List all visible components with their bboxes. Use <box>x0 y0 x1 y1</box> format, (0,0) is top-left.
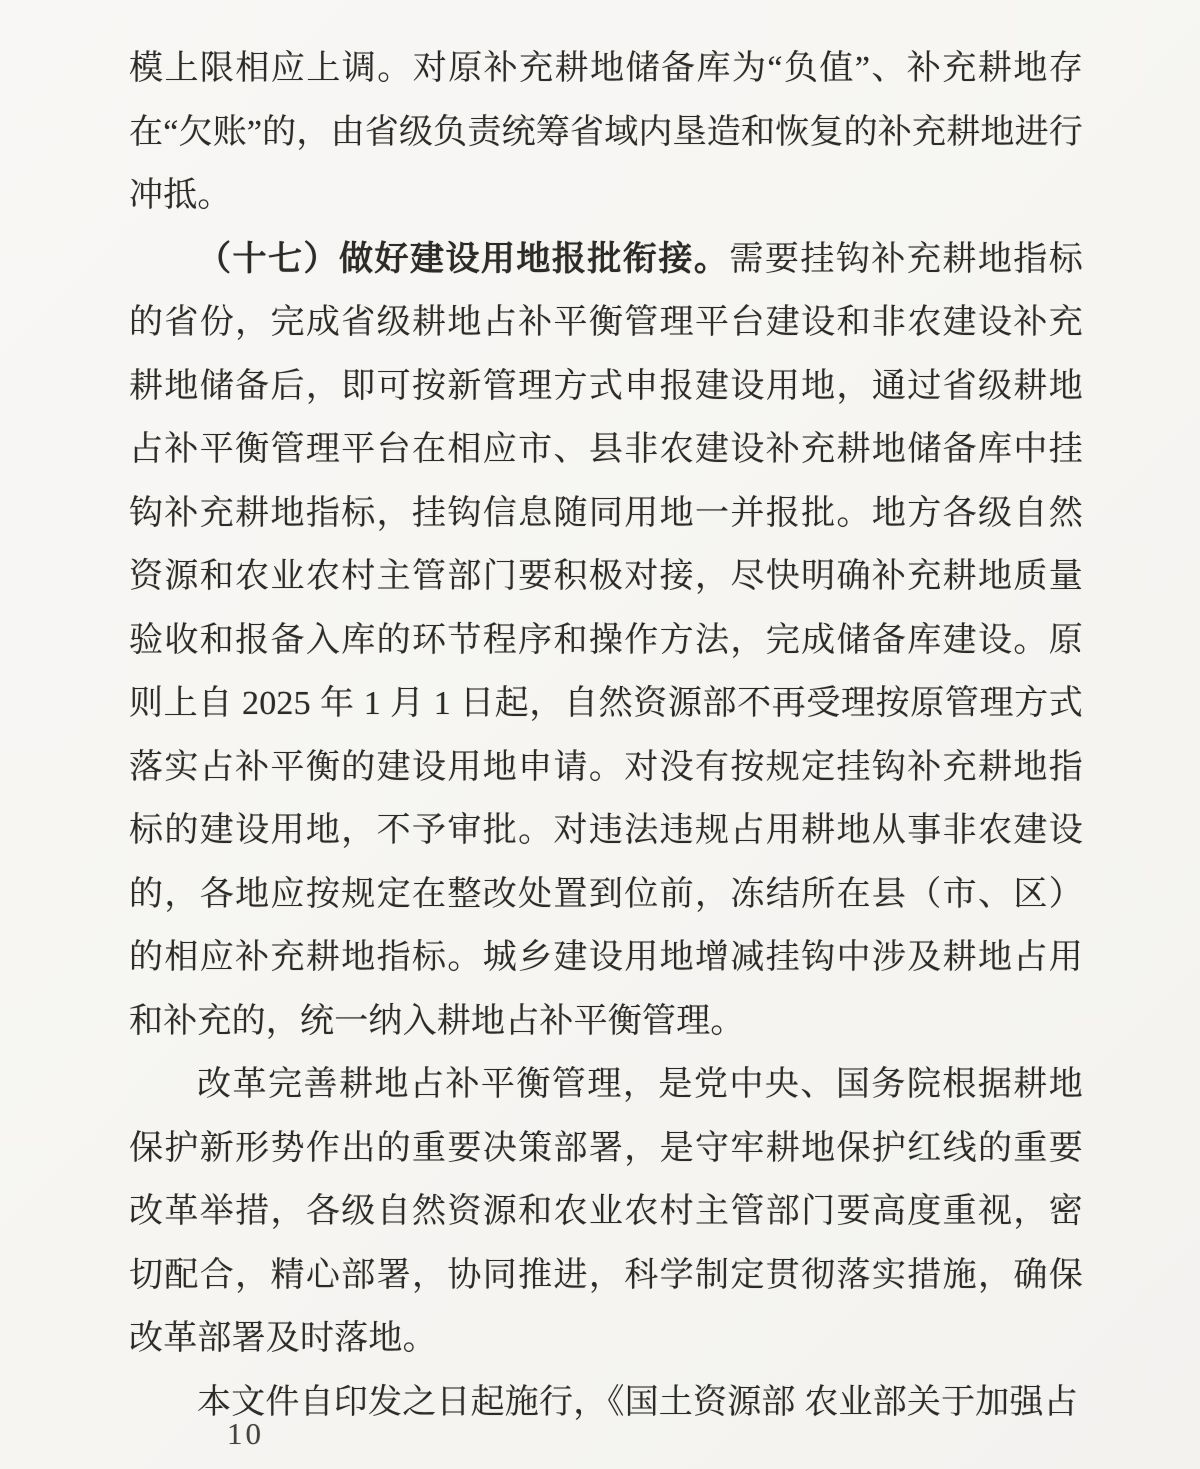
paragraph-3 <box>129 1053 1083 1371</box>
paragraph-2-text: 需要挂钩补充耕地指标的省份，完成省级耕地占补平衡管理平台建设和非农建设补充耕地储备后，即可按新管理方式申报建设用地，通过省级耕地占补平衡管理平台在相应市、县非农建设补充耕地储备库中挂钩补充耕地指标，挂钩信息随同用地一并报批。地方各级自然资源和农业农村主管部门要积极对接，尽快明确补充耕地质量验收和报备入库的环节程序和操作方法，完成储备库建设。原则上自 2025 年 1 月 1 日起，自然资源部不再受理按原管理方式落实占补平衡的建设用地申请。对没有按规定挂钩补充耕地指标的建设用地，不予审批。对违法违规占用耕地从事非农建设的，各地应按规定在整改处置到位前，冻结所在县（市、区）的相应补充耕地指标。城乡建设用地增减挂钩中涉及耕地占用和补充的，统一纳入耕地占补平衡管理。 <box>129 240 1083 1040</box>
paragraph-1-text: 模上限相应上调。对原补充耕地储备库为“负值”、补充耕地存在“欠账”的，由省级负责统筹省域内垦造和恢复的补充耕地进行冲抵。 <box>129 50 1083 214</box>
paragraph-3-text: 改革完善耕地占补平衡管理，是党中央、国务院根据耕地保护新形势作出的重要决策部署，是守牢耕地保护红线的重要改革举措，各级自然资源和农业农村主管部门要高度重视，密切配合，精心部署，协同推进，科学制定贯彻落实措施，确保改革部署及时落地。 <box>129 1066 1083 1357</box>
paragraph-4 <box>129 1371 1083 1435</box>
paragraph-2 <box>129 228 1083 1054</box>
page-number: 10 <box>227 1416 264 1451</box>
section-17-heading: （十七）做好建设用地报批衔接。 <box>197 240 730 278</box>
paragraph-1 <box>129 37 1083 228</box>
paragraph-4-text: 本文件自印发之日起施行，《国土资源部 农业部关于加强占 <box>197 1383 1078 1421</box>
document-body <box>129 37 1083 1434</box>
